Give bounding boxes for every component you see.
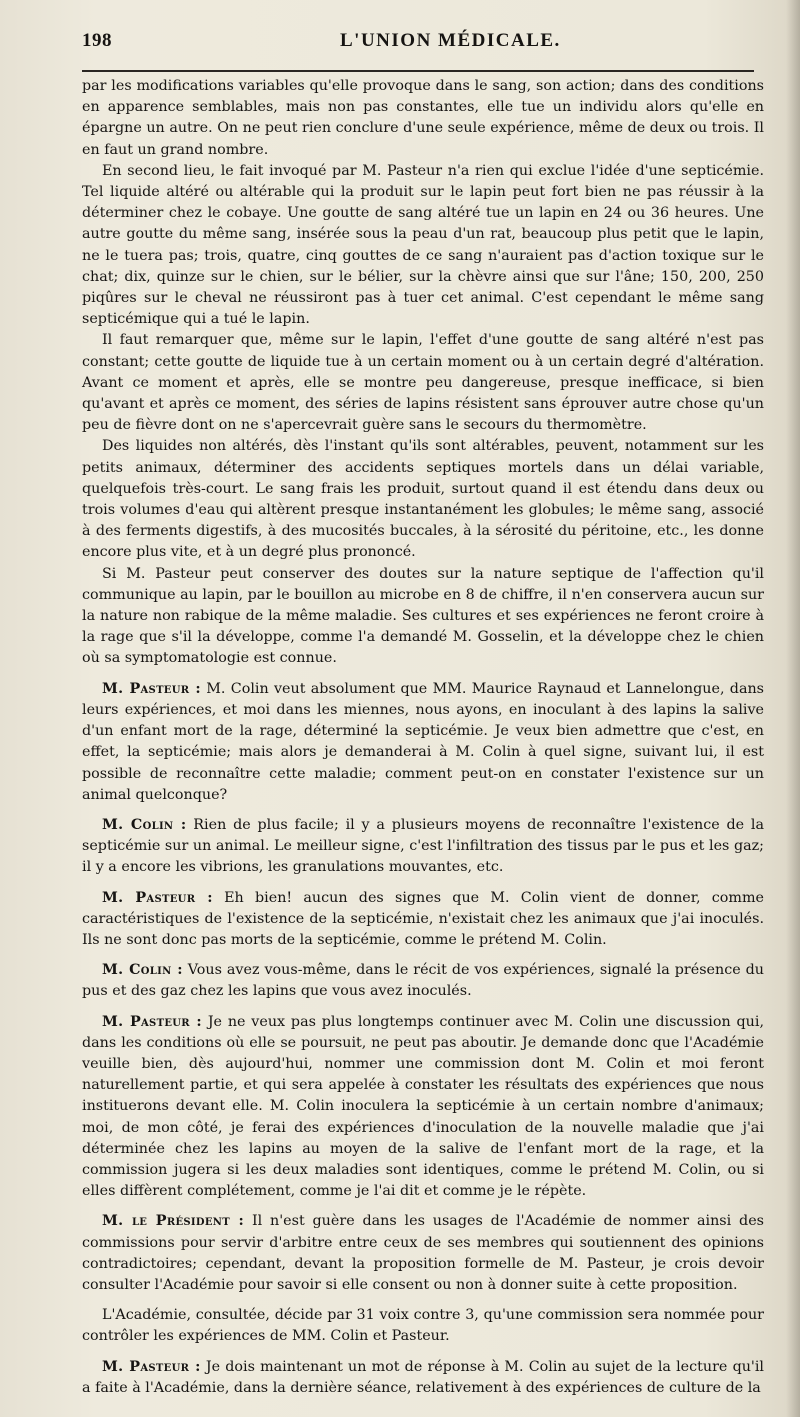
page-number: 198 — [82, 30, 112, 51]
dialog-paragraph — [82, 888, 764, 952]
speech-text: Eh bien! aucun des signes que M. Colin vient de donner, comme caractéristiques de l'existence de la septicémie, n'existait chez les animaux que j'ai inoculés. Ils ne sont donc pas morts de la septicémie, comme le prétend M. Colin. — [82, 889, 764, 948]
dialog-paragraph — [82, 1357, 764, 1399]
page-header — [82, 30, 762, 64]
running-title: L'UNION MÉDICALE. — [340, 30, 561, 51]
speech-text: Rien de plus facile; il y a plusieurs moyens de reconnaître l'existence de la septicémie sur un animal. Le meilleur signe, c'est l'infiltration des tissus par le pus et les gaz; il y a encore les vibrions, les granulations mouvantes, etc. — [82, 816, 764, 876]
speech-text: Il n'est guère dans les usages de l'Académie de nommer ainsi des commissions pour servir d'arbitre entre ceux de ses membres qui soutiennent des opinions contradictoires; cependant, devant la proposition formelle de M. Pasteur, je crois devoir consulter l'Académie pour savoir si elle consent ou non à donner suite à cette proposition. — [82, 1213, 764, 1293]
speaker-label: M. Colin : — [102, 816, 187, 833]
paragraph — [82, 330, 764, 436]
paragraph-continuation — [82, 76, 764, 161]
page-edge-shadow — [786, 0, 800, 1417]
paragraph-text: par les modifications variables qu'elle provoque dans le sang, son action; dans des conditions en apparence semblables, mais non pas constantes, elle tue un individu alors qu'elle en épargne un autre. On ne peut rien conclure d'une seule expérience, même de deux ou trois. Il en faut un grand nombre. — [82, 78, 764, 158]
header-rule — [82, 70, 754, 72]
speech-text: Vous avez vous-même, dans le récit de vos expériences, signalé la présence du pus et des gaz chez les lapins que vous avez inoculés. — [82, 962, 764, 1000]
speaker-label: M. Pasteur : — [102, 1358, 201, 1375]
paragraph-text: Si M. Pasteur peut conserver des doutes sur la nature septique de l'affection qu'il communique au lapin, par le bouillon au microbe en 8 de chiffre, il n'en conservera aucun sur la nature non rabique de la même maladie. Ses cultures et ses expériences ne feront croire à la rage que s'il la développe, comme l'a demandé M. Gosselin, et la développe chez le chien où sa symptomatologie est connue. — [82, 565, 764, 667]
dialog-paragraph — [82, 1211, 764, 1296]
speech-text: M. Colin veut absolument que MM. Maurice Raynaud et Lannelongue, dans leurs expériences, et moi dans les miennes, nous ayons, en inoculant à des lapins la salive d'un enfant mort de la rage, déterminé la septicémie. Je veux bien admettre que c'est, en effet, la septicémie; mais alors je demanderai à M. Colin à quel signe, suivant lui, il est possible de reconnaître cette maladie; comment peut-on en constater l'existence sur un animal quelconque? — [82, 680, 765, 803]
paragraph — [82, 161, 764, 331]
article-body — [82, 76, 764, 1399]
speaker-label: M. Colin : — [102, 962, 183, 979]
dialog-paragraph — [82, 679, 764, 806]
speaker-label: M. le Président : — [102, 1213, 245, 1230]
paragraph-text: En second lieu, le fait invoqué par M. Pasteur n'a rien qui exclue l'idée d'une septicémie. Tel liquide altéré ou altérable qui la produit sur le lapin peut fort bien ne pas réussir à la déterminer chez le cobaye. Une goutte de sang altéré tue un lapin en 24 ou 36 heures. Une autre goutte du même sang, insérée sous la peau d'un rat, beaucoup plus petit que le lapin, ne le tuera pas; trois, quatre, cinq gouttes de ce sang n'auraient pas d'action toxique sur le chat; dix, quinze sur le chien, sur le bélier, sur la chèvre ainsi que sur l'âne; 150, 200, 250 piqûres sur le cheval ne réussiront pas à tuer cet animal. C'est cependant le même sang septicémique qui a tué le lapin. — [82, 162, 764, 328]
speaker-label: M. Pasteur : — [102, 889, 213, 906]
paragraph-text: L'Académie, consultée, décide par 31 voix contre 3, qu'une commission sera nommée pour contrôler les expériences de MM. Colin et Pasteur. — [82, 1307, 764, 1345]
paragraph — [82, 564, 764, 670]
speech-text: Je ne veux pas plus longtemps continuer avec M. Colin une discussion qui, dans les conditions où elle se poursuit, ne peut pas aboutir. Je demande donc que l'Académie veuille bien, dès aujourd'hui, nommer une commission dont M. Colin et moi feront naturellement partie, et qui sera appelée à constater les résultats des expériences que nous instituerons devant elle. M. Colin inoculera la septicémie à un certain nombre d'animaux; moi, de mon côté, je ferai des expériences d'inoculation de la nouvelle maladie que j'ai déterminée chez les lapins au moyen de la salive de l'enfant mort de la rage, et la commission jugera si les deux maladies sont identiques, comme le prétend M. Colin, ou si elles diffèrent complétement, comme je l'ai dit et comme je le répète. — [82, 1013, 764, 1200]
speech-text: Je dois maintenant un mot de réponse à M. Colin au sujet de la lecture qu'il a faite à l'Académie, dans la dernière séance, relativement à des expériences de culture de la — [82, 1358, 764, 1396]
paragraph-text: Il faut remarquer que, même sur le lapin, l'effet d'une goutte de sang altéré n'est pas constant; cette goutte de liquide tue à un certain moment ou à un certain degré d'altération. Avant ce moment et après, elle se montre peu dangereuse, presque inefficace, si bien qu'avant et après ce moment, des séries de lapins résistent sans éprouver autre chose qu'un peu de fièvre dont on ne s'apercevrait guère sans le secours du thermomètre. — [82, 332, 764, 434]
speaker-label: M. Pasteur : — [102, 1013, 202, 1030]
paragraph — [82, 436, 764, 563]
speaker-label: M. Pasteur : — [102, 680, 201, 697]
dialog-paragraph — [82, 960, 764, 1002]
dialog-paragraph — [82, 1012, 764, 1203]
paragraph-text: Des liquides non altérés, dès l'instant qu'ils sont altérables, peuvent, notamment sur les petits animaux, déterminer des accidents septiques mortels dans un délai variable, quelquefois très-court. Le sang frais les produit, surtout quand il est étendu dans deux ou trois volumes d'eau qui altèrent presque instantanément les globules; le même sang, associé à des ferments digestifs, à des mucosités buccales, à la sérosité du péritoine, etc., les donne encore plus vite, et à un degré plus prononcé. — [82, 438, 764, 561]
dialog-paragraph — [82, 815, 764, 879]
paragraph — [82, 1305, 764, 1347]
